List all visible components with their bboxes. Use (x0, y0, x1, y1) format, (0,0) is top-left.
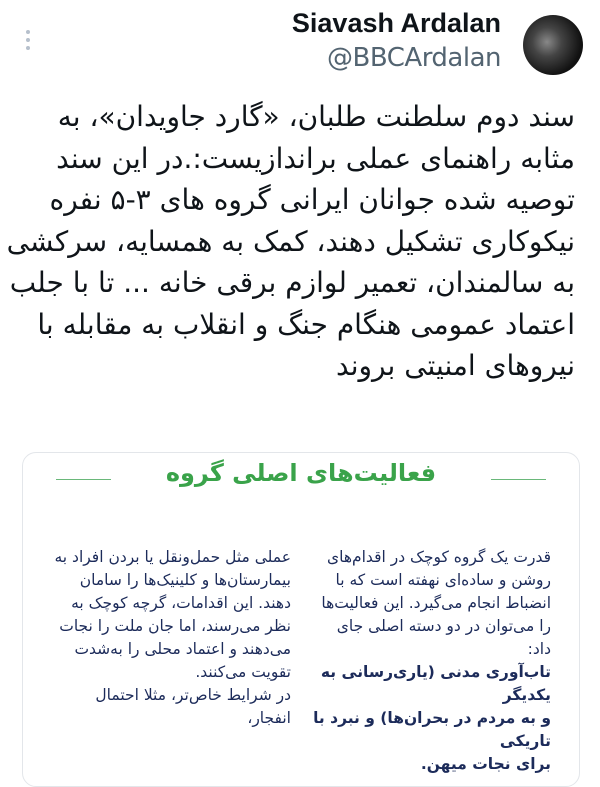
more-options-icon[interactable] (26, 30, 34, 50)
tweet-line: نیکوکاری تشکیل دهند، کمک به همسایه، سرکشی (6, 224, 575, 258)
tweet-line: نیروهای امنیتی بروند (336, 349, 575, 382)
text-line: بیمارستان‌ها و کلینیک‌ها را سامان (79, 571, 291, 589)
tweet-line: به سالمندان، تعمیر لوازم برقی خانه ... تا با جلب (9, 266, 575, 299)
attached-image[interactable] (22, 452, 580, 787)
card-columns (23, 546, 579, 776)
text-line: برای نجات میهن. (420, 755, 551, 773)
tweet-text (6, 96, 575, 387)
text-line: را می‌توان در دو دسته اصلی جای داد: (336, 617, 551, 658)
tweet-line: مثابه راهنمای عملی براندازیست:.در این سند (56, 141, 575, 175)
right-column (311, 546, 551, 776)
tweet-line: اعتماد عمومی هنگام جنگ و انقلاب به مقابله با (37, 307, 575, 341)
text-line: قدرت یک گروه کوچک در اقدام‌های (327, 548, 551, 566)
author-handle[interactable]: @BBCArdalan (327, 43, 501, 73)
text-line: در شرایط خاص‌تر، مثلا احتمال انفجار، (95, 686, 291, 727)
tweet-line: سند دوم سلطنت طلبان، «گارد جاویدان»، به (57, 100, 575, 133)
text-line: روشن و ساده‌ای نهفته است که با (335, 571, 551, 589)
left-column (51, 546, 291, 776)
text-line: عملی مثل حمل‌ونقل یا بردن افراد به (54, 548, 291, 566)
text-line: انضباط انجام می‌گیرد. این فعالیت‌ها (321, 594, 551, 612)
card-title: فعالیت‌های اصلی گروه (165, 459, 437, 487)
text-line: نظر می‌رسند، اما جان ملت را نجات (59, 617, 291, 635)
text-line: دهند. این اقدامات، گرچه کوچک به (71, 594, 291, 612)
avatar[interactable] (523, 15, 583, 75)
text-line: تقویت می‌کنند. (195, 663, 291, 681)
text-line: می‌دهند و اعتماد محلی را به‌شدت (74, 640, 291, 658)
text-line: تاب‌آوری مدنی (یاری‌رسانی به یکدیگر (320, 663, 551, 704)
author-name[interactable]: Siavash Ardalan (291, 8, 501, 38)
tweet-line: توصیه شده جوانان ایرانی گروه های ۳-۵ نفره (49, 183, 575, 216)
text-line: و به مردم در بحران‌ها) و نبرد با تاریکی (313, 709, 551, 750)
